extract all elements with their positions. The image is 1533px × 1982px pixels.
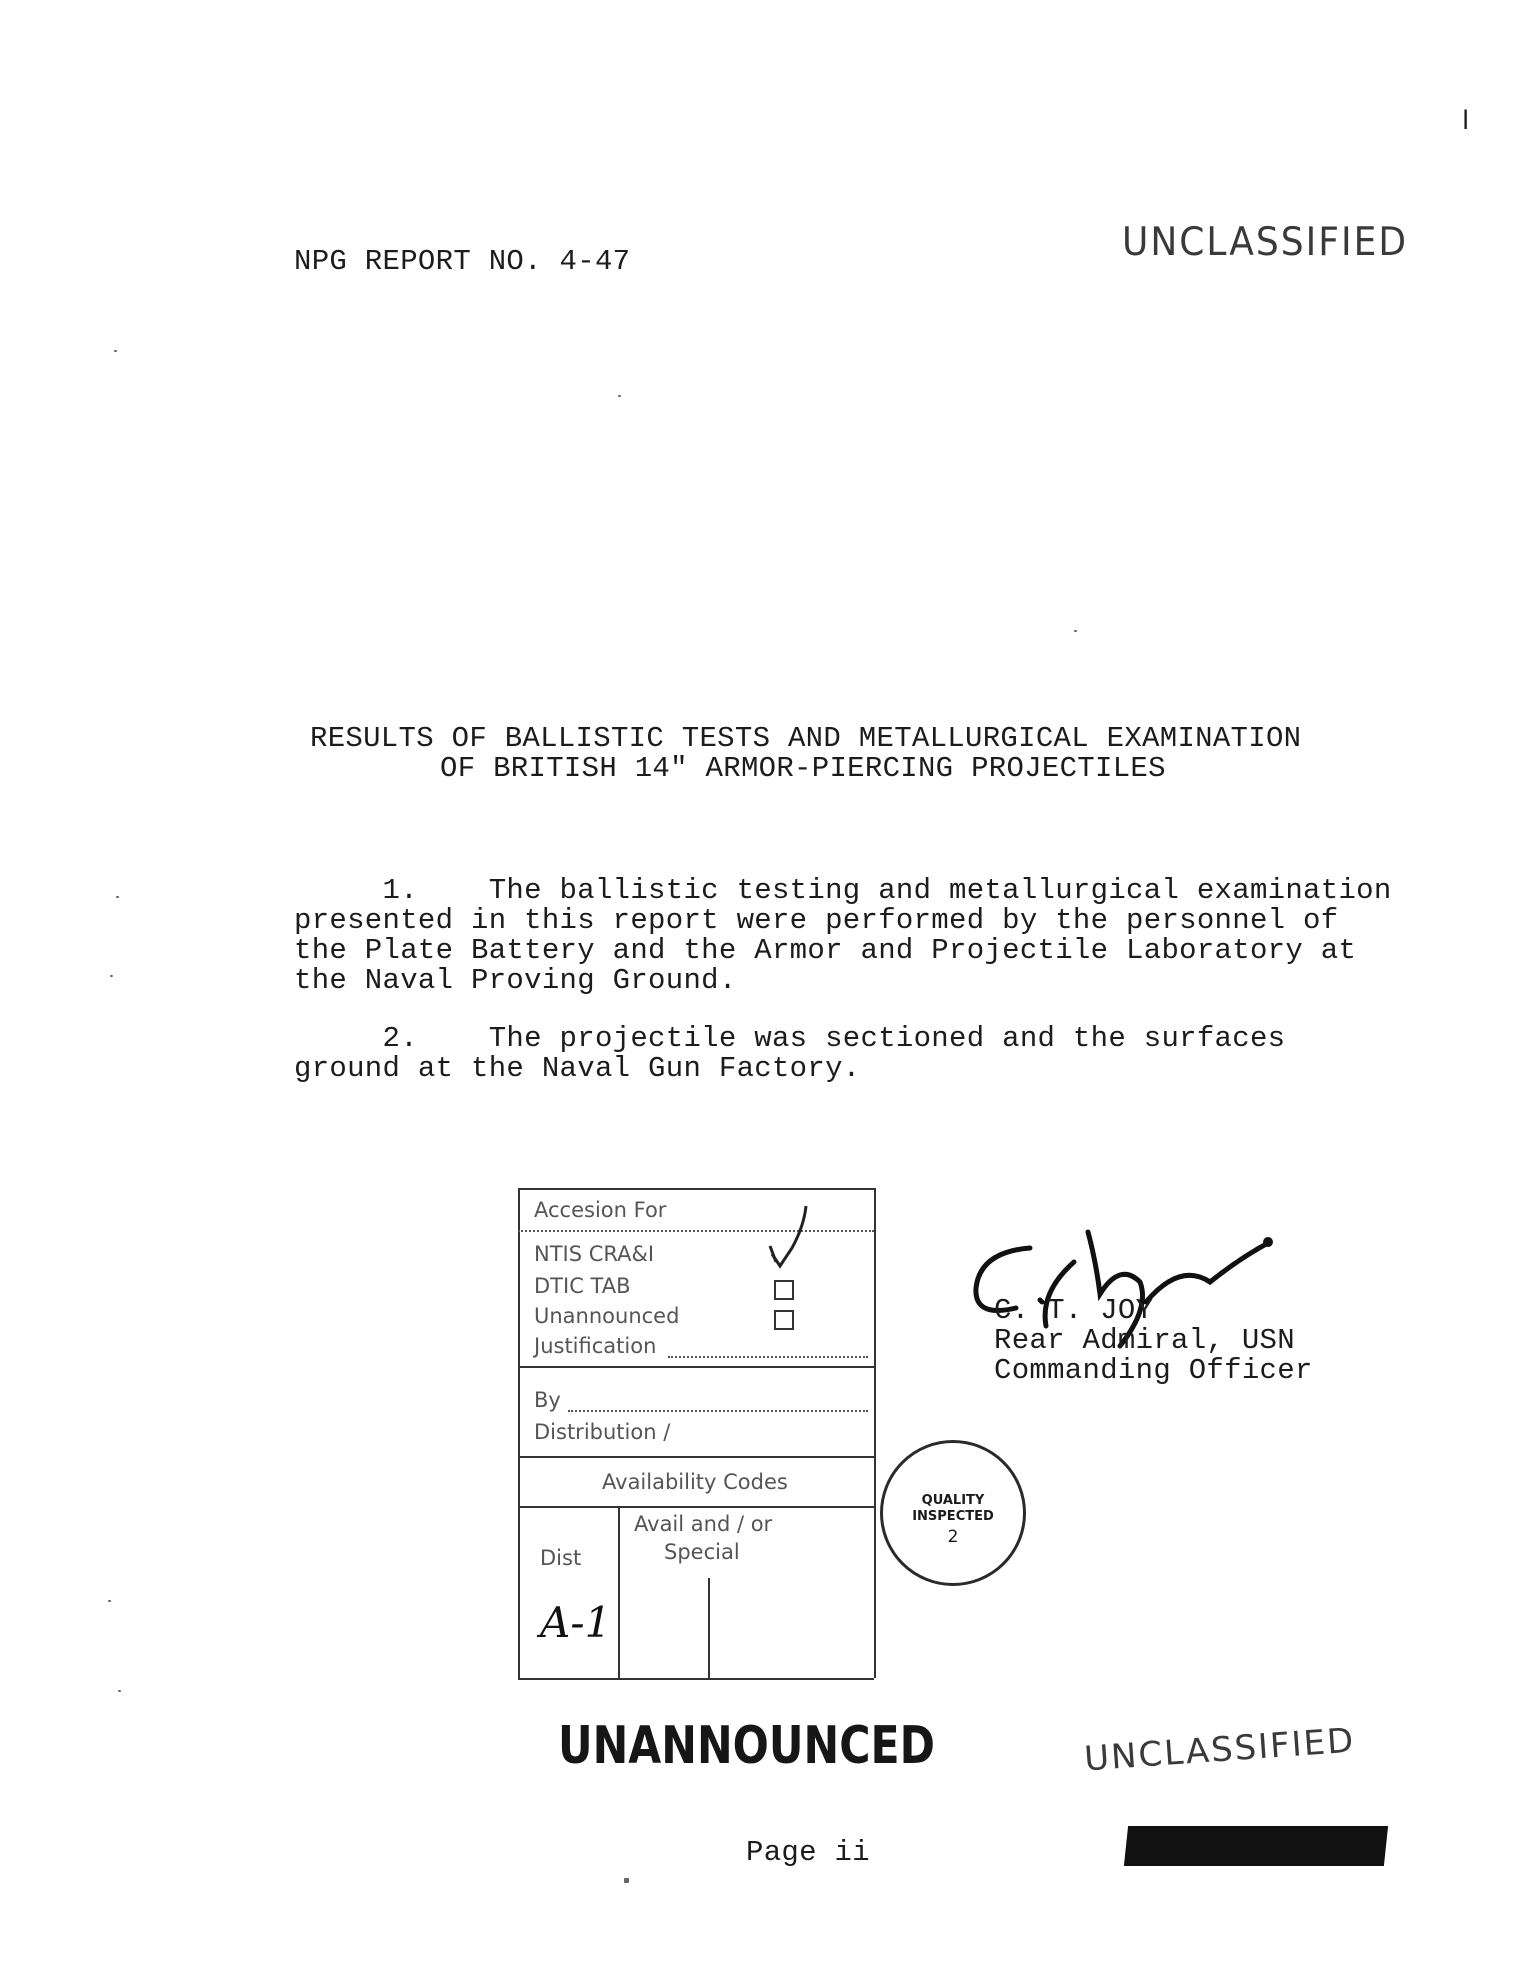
form-row-distribution: Distribution /	[534, 1420, 671, 1444]
form-row-by: By	[534, 1388, 561, 1412]
seal-number: 2	[947, 1527, 959, 1547]
signatory-title: Commanding Officer	[994, 1354, 1313, 1387]
paragraph-2-line: ground at the Naval Gun Factory.	[294, 1052, 861, 1085]
redaction-bar	[1124, 1826, 1388, 1866]
document-title-line1: RESULTS OF BALLISTIC TESTS AND METALLURGICAL EXAMINATION	[310, 722, 1302, 755]
paragraph-2-line: 2. The projectile was sectioned and the surfaces	[294, 1022, 1286, 1055]
special-label: Special	[664, 1540, 740, 1564]
signature-block	[994, 1296, 1313, 1386]
paragraph-1-line: the Plate Battery and the Armor and Projectile Laboratory at	[294, 934, 1357, 967]
checkmark-icon	[766, 1204, 826, 1274]
seal-line2: INSPECTED	[912, 1509, 994, 1524]
availability-codes-label: Availability Codes	[602, 1470, 788, 1494]
seal-line1: QUALITY	[921, 1493, 985, 1508]
document-title-line2: OF BRITISH 14" ARMOR-PIERCING PROJECTILES	[440, 752, 1166, 785]
form-row-justification: Justification	[534, 1334, 657, 1358]
paragraph-2	[294, 1024, 1285, 1084]
page-number: Page ii	[746, 1836, 870, 1869]
signatory-rank: Rear Admiral, USN	[994, 1324, 1295, 1357]
accession-form	[518, 1188, 876, 1680]
handwritten-dist-entry: A-1	[540, 1598, 612, 1647]
quality-inspected-seal	[880, 1440, 1026, 1586]
paragraph-1-line: 1. The ballistic testing and metallurgical examination	[294, 874, 1392, 907]
classification-stamp-top: UNCLASSIFIED	[1122, 219, 1409, 266]
accession-form-title: Accesion For	[534, 1198, 667, 1222]
form-row-ntis: NTIS CRA&I	[534, 1242, 655, 1266]
paragraph-1	[294, 876, 1392, 996]
classification-stamp-bottom: UNCLASSIFIED	[1082, 1720, 1357, 1780]
page-corner-mark: l	[1462, 106, 1470, 136]
avail-special-label: Avail and / or	[634, 1512, 773, 1536]
checkbox-dtic	[774, 1280, 794, 1300]
checkbox-unannounced	[774, 1310, 794, 1330]
unannounced-stamp: UNANNOUNCED	[558, 1716, 936, 1776]
dist-label: Dist	[540, 1546, 582, 1570]
paragraph-1-line: presented in this report were performed by the personnel of	[294, 904, 1339, 937]
form-row-unannounced: Unannounced	[534, 1304, 680, 1328]
paragraph-1-line: the Naval Proving Ground.	[294, 964, 737, 997]
form-row-dtic: DTIC TAB	[534, 1274, 631, 1298]
report-number: NPG REPORT NO. 4-47	[294, 245, 631, 278]
signatory-name: C. T. JOY	[994, 1294, 1154, 1327]
